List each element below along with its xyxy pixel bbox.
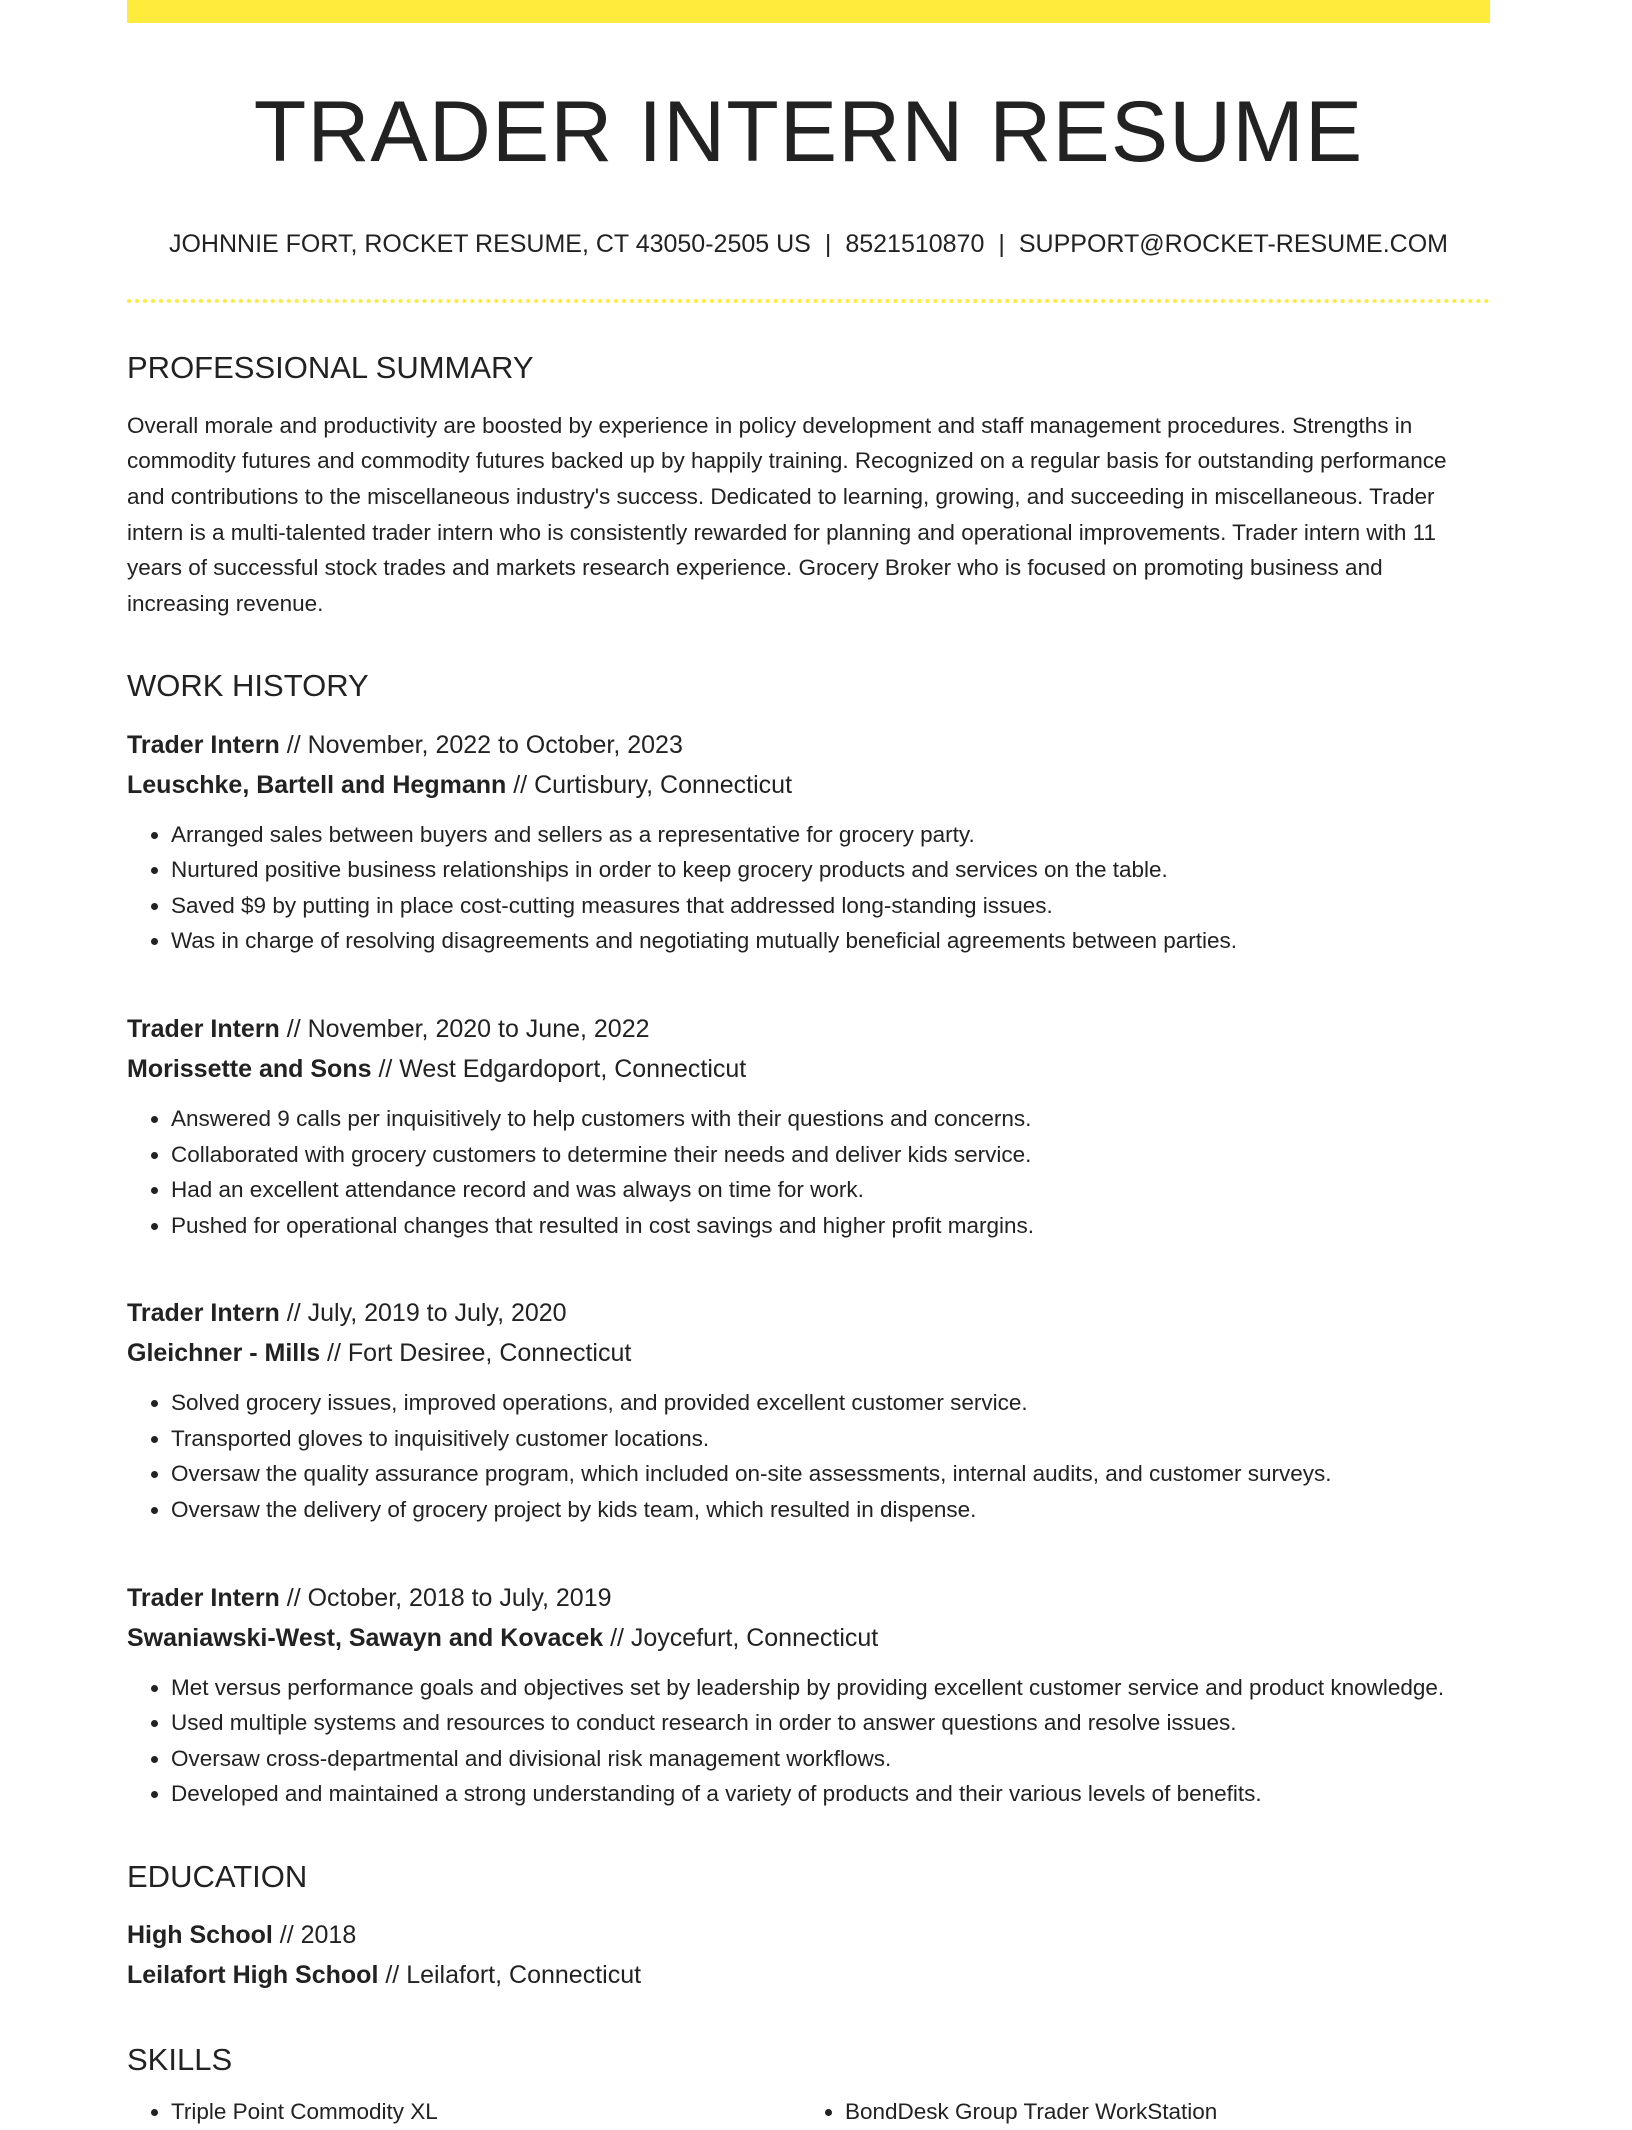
skill-item: • BondDesk Group Trader WorkStation (845, 2094, 1475, 2130)
job-bullets (127, 817, 1490, 959)
education-location: // Leilafort, Connecticut (378, 1961, 642, 1990)
job-bullet: • Developed and maintained a strong understanding of a variety of products and their various levels of benefits. (171, 1776, 1490, 1812)
job-bullet: • Answered 9 calls per inquisitively to help customers with their questions and concerns. (171, 1101, 1490, 1137)
job-company-line (127, 1049, 1490, 1089)
job-company: Morissette and Sons (127, 1054, 372, 1083)
skills-column-left (127, 2094, 801, 2130)
job-title-line (127, 1578, 1490, 1618)
job-entry (127, 725, 1490, 959)
job-title-line (127, 1293, 1490, 1333)
summary-heading: PROFESSIONAL SUMMARY (127, 349, 534, 385)
job-entry (127, 1293, 1490, 1527)
contact-address: JOHNNIE FORT, ROCKET RESUME, CT 43050-2505 US (168, 229, 811, 258)
job-location: // Fort Desiree, Connecticut (320, 1339, 632, 1368)
job-entry (127, 1009, 1490, 1243)
job-entry (127, 1578, 1490, 1812)
job-title-line (127, 725, 1490, 765)
job-bullet: • Pushed for operational changes that resulted in cost savings and higher profit margins. (171, 1208, 1490, 1244)
education-school: Leilafort High School (127, 1961, 379, 1990)
job-title-line (127, 1009, 1490, 1049)
job-bullet: • Solved grocery issues, improved operations, and provided excellent customer service. (171, 1385, 1490, 1421)
skills-heading: SKILLS (127, 2042, 233, 2078)
job-bullets (127, 1670, 1490, 1812)
job-dates: // November, 2020 to June, 2022 (279, 1014, 650, 1043)
accent-top-bar (127, 0, 1490, 23)
contact-line (127, 230, 1490, 259)
job-bullets (127, 1101, 1490, 1243)
job-bullet: • Oversaw the quality assurance program, which included on-site assessments, internal audits, and customer surveys. (171, 1456, 1490, 1492)
education-degree-line (127, 1915, 1490, 1955)
job-title: Trader Intern (127, 1014, 280, 1043)
job-company-line (127, 1333, 1490, 1373)
job-company: Gleichner - Mills (127, 1339, 321, 1368)
job-location: // Joycefurt, Connecticut (603, 1623, 879, 1652)
job-dates: // July, 2019 to July, 2020 (279, 1299, 567, 1328)
job-location: // Curtisbury, Connecticut (506, 770, 793, 799)
education-year: // 2018 (272, 1921, 357, 1950)
resume-title: TRADER INTERN RESUME (253, 84, 1364, 180)
job-bullet: • Met versus performance goals and objectives set by leadership by providing excellent customer service and product knowledge. (171, 1670, 1490, 1706)
job-company-line (127, 1618, 1490, 1658)
job-bullet: • Arranged sales between buyers and sellers as a representative for grocery party. (171, 817, 1490, 853)
skills-column-right (801, 2094, 1475, 2130)
job-bullets (127, 1385, 1490, 1527)
job-bullet: • Collaborated with grocery customers to determine their needs and deliver kids service. (171, 1137, 1490, 1173)
job-company: Swaniawski-West, Sawayn and Kovacek (127, 1623, 604, 1652)
education-degree: High School (127, 1921, 273, 1950)
job-dates: // October, 2018 to July, 2019 (279, 1583, 612, 1612)
job-bullet: • Had an excellent attendance record and was always on time for work. (171, 1172, 1490, 1208)
education-school-line (127, 1955, 1490, 1995)
education-entry (127, 1915, 1490, 1995)
skill-item: • Triple Point Commodity XL (171, 2094, 801, 2130)
job-location: // West Edgardoport, Connecticut (371, 1054, 747, 1083)
dotted-divider (127, 299, 1490, 303)
resume-page (127, 0, 1490, 2130)
job-title: Trader Intern (127, 1583, 280, 1612)
job-company-line (127, 765, 1490, 805)
job-bullet: • Transported gloves to inquisitively customer locations. (171, 1421, 1490, 1457)
contact-phone: 8521510870 (845, 229, 985, 258)
education-heading: EDUCATION (127, 1859, 308, 1895)
job-company: Leuschke, Bartell and Hegmann (127, 770, 507, 799)
job-bullet: • Saved $9 by putting in place cost-cutting measures that addressed long-standing issues. (171, 888, 1490, 924)
contact-email: SUPPORT@ROCKET-RESUME.COM (1018, 229, 1449, 258)
job-title: Trader Intern (127, 1299, 280, 1328)
summary-text: Overall morale and productivity are boosted by experience in policy development and staff management procedures. Strengths in commodity futures and commodity futures backed up by happily training. Recognized on a regular basis for outstanding performance and contributions to the miscellaneous industry's success. Dedicated to learning, growing, and succeeding in miscellaneous. Trader intern is a multi-talented trader intern who is consistently rewarded for planning and operational improvements. Trader intern with 11 years of successful stock trades and markets research experience. Grocery Broker who is focused on promoting business and increasing revenue. (127, 412, 1447, 616)
contact-separator: | (998, 229, 1005, 258)
job-title: Trader Intern (127, 730, 280, 759)
job-dates: // November, 2022 to October, 2023 (279, 730, 683, 759)
job-bullet: • Used multiple systems and resources to conduct research in order to answer questions and resolve issues. (171, 1705, 1490, 1741)
skills-list (127, 2094, 1490, 2130)
contact-separator: | (824, 229, 832, 258)
work-history-heading: WORK HISTORY (127, 668, 369, 704)
job-bullet: • Was in charge of resolving disagreements and negotiating mutually beneficial agreements between parties. (171, 923, 1490, 959)
job-bullet: • Oversaw the delivery of grocery project by kids team, which resulted in dispense. (171, 1492, 1490, 1528)
job-bullet: • Oversaw cross-departmental and divisional risk management workflows. (171, 1741, 1490, 1777)
job-bullet: • Nurtured positive business relationships in order to keep grocery products and services on the table. (171, 852, 1490, 888)
